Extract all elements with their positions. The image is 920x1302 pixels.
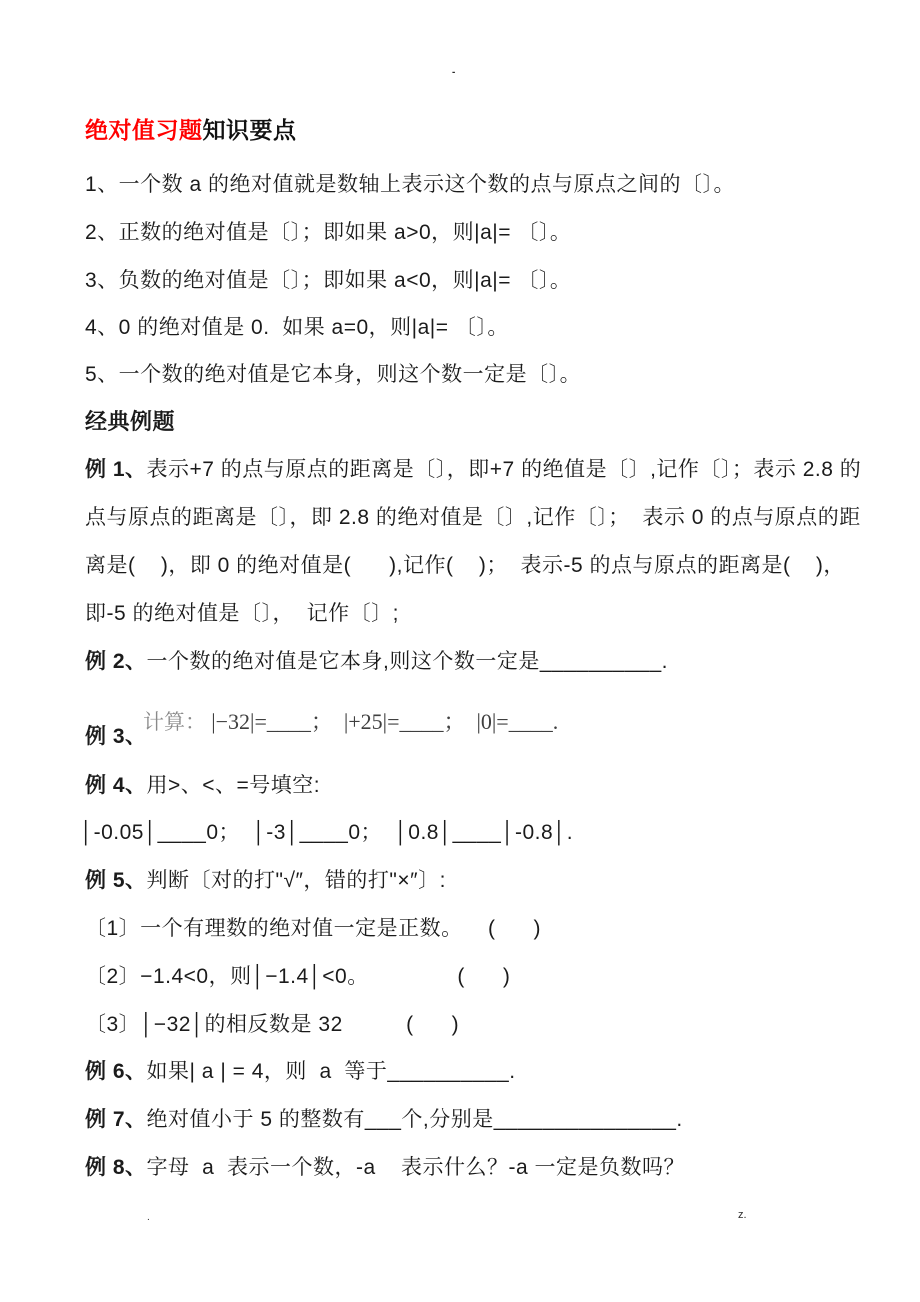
example8-line: [85, 1144, 685, 1192]
example5-label: 例 5、: [85, 869, 147, 892]
example1-line4: 即-5 的绝对值是〔〕， 记作〔〕;: [85, 602, 400, 625]
example5-item-2: 〔2〕−1.4<0，则│−1.4│<0。 ( ): [85, 965, 511, 988]
example7-label: 例 7、: [85, 1108, 147, 1131]
stray-mark-bottom-right: z.: [738, 1209, 747, 1221]
example5-item-3: 〔3〕│−32│的相反数是 32 ( ): [85, 1013, 460, 1036]
section-heading: 经典例题: [85, 409, 176, 434]
example5-text: 判断〔对的打"√″，错的打"×″〕:: [146, 869, 446, 892]
example1-label: 例 1、: [85, 458, 147, 481]
example3-formula-label: 计算：: [143, 710, 212, 734]
example4-fill-line: │-0.05│____0； │-3│____0； │0.8│____│-0.8│.: [80, 821, 574, 844]
knowledge-point-2: 2、正数的绝对值是〔〕；即如果 a>0，则|a|= 〔〕。: [85, 221, 572, 244]
example2-text: 一个数的绝对值是它本身,则这个数一定是__________.: [146, 650, 668, 673]
example8-text: 字母 a 表示一个数，-a 表示什么？-a 一定是负数吗？: [146, 1156, 686, 1179]
title-highlight: 绝对值习题: [85, 117, 203, 143]
title-rest: 知识要点: [202, 117, 297, 143]
example6-label: 例 6、: [85, 1060, 147, 1083]
example5-item-1: 〔1〕一个有理数的绝对值一定是正数。 ( ): [85, 917, 542, 940]
example4-line: [85, 762, 320, 810]
example6-line: [85, 1048, 516, 1096]
example1-line3: 离是( )，即 0 的绝对值是( ),记作( )； 表示-5 的点与原点的距离是( )，: [85, 554, 845, 577]
example3-label: 例 3、: [85, 725, 147, 748]
example1-text-1: 表示+7 的点与原点的距离是〔〕，即+7 的绝值是〔〕,记作〔〕；表示 2.8 的: [146, 458, 862, 481]
example2-line: [85, 638, 668, 686]
page-title: [85, 106, 297, 154]
example2-label: 例 2、: [85, 650, 147, 673]
knowledge-point-5: 5、一个数的绝对值是它本身，则这个数一定是〔〕。: [85, 363, 582, 386]
example3-line: [85, 713, 147, 761]
example7-text: 绝对值小于 5 的整数有___个,分别是_______________.: [146, 1108, 683, 1131]
stray-mark-top: -: [452, 67, 456, 78]
example3-formula-image: [143, 698, 558, 746]
knowledge-point-4: 4、0 的绝对值是 0. 如果 a=0，则|a|= 〔〕。: [85, 316, 509, 339]
stray-mark-bottom-left: .: [147, 1212, 150, 1223]
example8-label: 例 8、: [85, 1156, 147, 1179]
knowledge-point-1: 1、一个数 a 的绝对值就是数轴上表示这个数的点与原点之间的〔〕。: [85, 173, 736, 196]
example7-line: [85, 1096, 683, 1144]
example4-text: 用>、<、=号填空:: [146, 774, 321, 797]
example4-label: 例 4、: [85, 774, 147, 797]
example3-formula-text: |−32|=____； |+25|=____； |0|=____.: [211, 709, 559, 734]
example1-line1: [85, 446, 861, 494]
example5-line: [85, 857, 446, 905]
example1-line2: 点与原点的距离是〔〕，即 2.8 的绝对值是〔〕,记作〔〕； 表示 0 的点与原点的距: [85, 506, 861, 529]
example6-text: 如果| a | = 4，则 a 等于__________.: [146, 1060, 516, 1083]
knowledge-point-3: 3、负数的绝对值是〔〕；即如果 a<0，则|a|= 〔〕。: [85, 269, 572, 292]
